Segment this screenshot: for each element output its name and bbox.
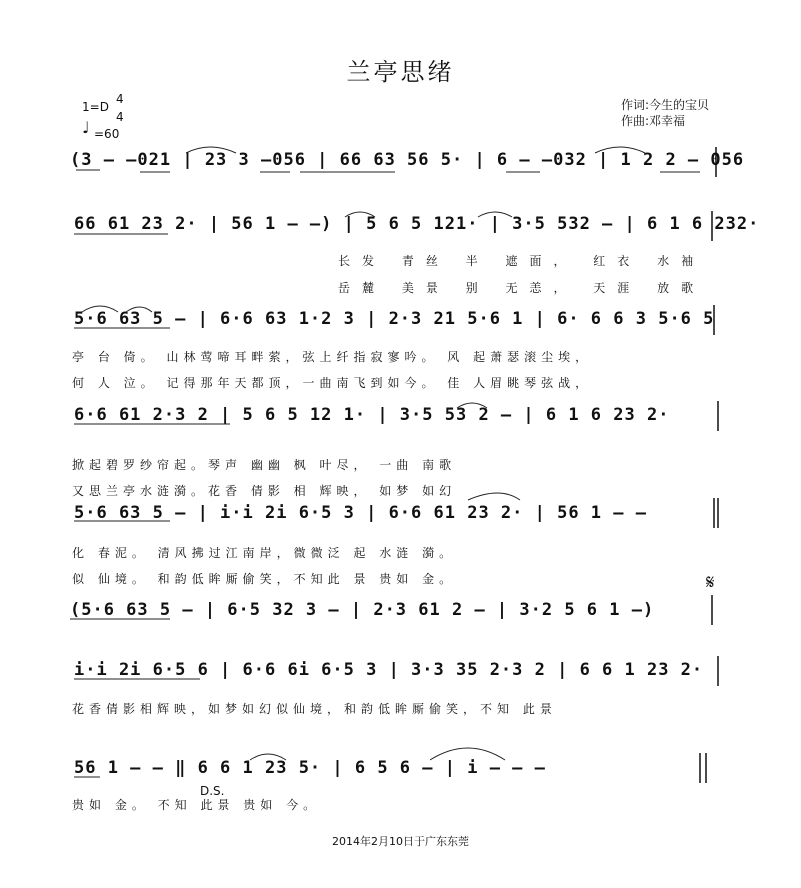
lyric-line-2: 岳麓 美景 别 无恙， 天涯 放歌 [338, 281, 706, 295]
footer-date: 2014年2月10日于广东东莞 [332, 835, 469, 848]
quarter-note-icon: ♩ [82, 118, 90, 137]
score-row-2: 66 61 23 2· | 56 1 — —) | 5 6 5 121· | 3·5 532 — | 6 1 6 232· [74, 214, 760, 234]
lyric-line-5: 掀起碧罗纱帘起。琴声 幽幽 枫 叶尽， 一曲 南歌 [72, 458, 457, 472]
slur [457, 403, 487, 408]
tempo-mark: =60 [94, 127, 120, 141]
score-row-7: i·i 2i 6·5 6 | 6·6 6i 6·5 3 | 3·3 35 2·3 2 | 6 6 1 23 2· [74, 660, 704, 680]
lyric-line-10: 贵如 金。 不知 此景 贵如 今。 [72, 798, 321, 812]
song-title: 兰亭思绪 [346, 58, 455, 86]
slur [186, 147, 236, 153]
lyricist: 作词:今生的宝贝 [621, 98, 710, 112]
slur [595, 147, 645, 153]
lyric-line-6: 又思兰亭水涟漪。花香 倩影 相 辉映， 如梦 如幻 [72, 484, 457, 498]
score-row-1: (3 — —021 | 23 3 —056 | 66 63 56 5· | 6 — —032 | 1 2 2 — 056 [70, 150, 745, 170]
composer: 作曲:邓幸福 [621, 114, 686, 128]
lyric-line-4: 何 人 泣。 记得那年天都顶，一曲南飞到如今。 佳 人眉眺琴弦战， [72, 376, 593, 390]
slur [468, 493, 520, 500]
segno-icon: 𝄋 [706, 570, 715, 594]
slur [82, 306, 118, 312]
score-row-4: 6·6 61 2·3 2 | 5 6 5 12 1· | 3·5 53 2 — | 6 1 6 23 2· [74, 405, 670, 425]
score-row-8: 56 1 — — ‖ 6 6 1 23 5· | 6 5 6 — | i — — — [74, 758, 546, 778]
slur [478, 212, 512, 217]
lyric-line-8: 似 仙境。 和韵低眸厮偷笑，不知此 景 贵如 金。 [72, 572, 457, 586]
score-row-5: 5·6 63 5 — | i·i 2i 6·5 3 | 6·6 61 23 2· | 56 1 — — [74, 503, 647, 523]
lyric-line-1: 长发 青丝 半 遮面， 红衣 水袖 [338, 254, 706, 268]
slur [430, 748, 505, 760]
time-signature-bottom: 4 [116, 110, 124, 124]
lyric-line-9: 花香倩影相辉映，如梦如幻似仙境，和韵低眸厮偷笑，不知 此景 [72, 702, 557, 716]
slur [250, 754, 286, 760]
slur [345, 212, 375, 217]
score-row-6: (5·6 63 5 — | 6·5 32 3 — | 2·3 61 2 — | 3·2 5 6 1 —) [70, 600, 655, 620]
lyric-line-7: 化 春泥。 清风拂过江南岸，微微泛 起 水涟 漪。 [72, 546, 457, 560]
lyric-line-3: 亭 台 倚。 山林莺啼耳畔萦，弦上纤指寂寥吟。 风 起萧瑟滚尘埃， [72, 350, 593, 364]
score-row-3: 5·6 63 5 — | 6·6 63 1·2 3 | 2·3 21 5·6 1 | 6· 6 6 3 5·6 5 [74, 309, 715, 329]
time-signature-top: 4 [116, 92, 124, 106]
slur [126, 307, 152, 312]
ds-marker: D.S. [200, 784, 225, 798]
key-signature: 1=D [82, 100, 109, 114]
